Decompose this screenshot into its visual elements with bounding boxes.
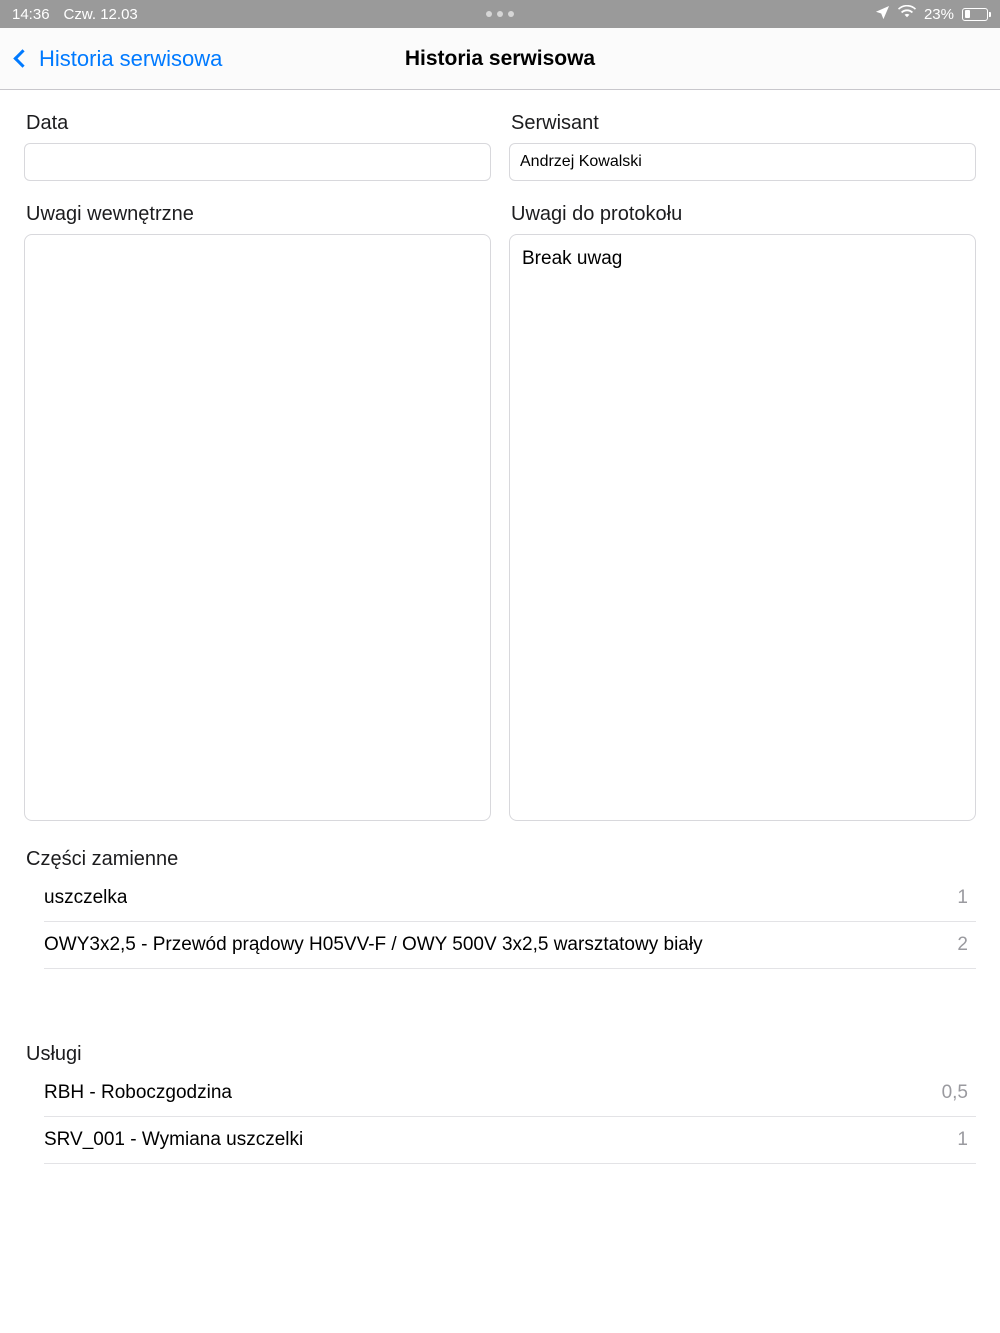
status-bar-center [0, 11, 1000, 17]
page-title: Historia serwisowa [404, 46, 596, 70]
section-spacer [24, 969, 976, 1021]
back-button[interactable] [0, 46, 222, 72]
table-row[interactable] [44, 1117, 976, 1164]
service-name: RBH - Roboczgodzina [44, 1082, 232, 1103]
technician-label: Serwisant [511, 112, 599, 134]
date-input[interactable] [24, 143, 491, 181]
service-qty: 1 [957, 1129, 968, 1150]
part-qty: 1 [957, 887, 968, 908]
services-list [24, 1070, 976, 1164]
location-arrow-icon [875, 5, 890, 24]
service-name: SRV_001 - Wymiana uszczelki [44, 1129, 304, 1150]
service-qty: 0,5 [941, 1082, 968, 1103]
battery-percent-label: 23% [923, 5, 954, 23]
part-name: uszczelka [44, 887, 128, 908]
technician-input[interactable] [509, 143, 976, 181]
battery-icon [962, 8, 988, 21]
status-date: Czw. 12.03 [63, 5, 138, 23]
part-name: OWY3x2,5 - Przewód prądowy H05VV-F / OWY 500V 3x2,5 warsztatowy biały [44, 934, 703, 955]
date-field-group [24, 90, 491, 181]
technician-field-group [509, 90, 976, 181]
chevron-left-icon [13, 49, 31, 67]
protocol-notes-textarea[interactable] [509, 234, 976, 821]
services-section-label: Usługi [26, 1043, 82, 1065]
part-qty: 2 [957, 934, 968, 955]
table-row[interactable] [44, 875, 976, 922]
parts-section-label: Części zamienne [26, 848, 179, 870]
notes-row [24, 181, 976, 826]
wifi-icon [898, 5, 916, 23]
internal-notes-label: Uwagi wewnętrzne [26, 203, 194, 225]
date-label: Data [26, 112, 69, 134]
table-row[interactable] [44, 1070, 976, 1117]
parts-list [24, 875, 976, 969]
status-bar [0, 0, 1000, 28]
status-time: 14:36 [12, 5, 50, 23]
protocol-notes-label: Uwagi do protokołu [511, 203, 683, 225]
status-bar-left [12, 6, 138, 23]
internal-notes-group [24, 181, 491, 826]
main-content [0, 90, 1000, 1164]
protocol-notes-group [509, 181, 976, 826]
nav-bar [0, 28, 1000, 90]
top-fields-row [24, 90, 976, 181]
multitask-dots-icon [486, 11, 514, 17]
table-row[interactable] [44, 922, 976, 969]
status-bar-right [875, 5, 988, 24]
internal-notes-textarea[interactable] [24, 234, 491, 821]
back-button-label: Historia serwisowa [39, 45, 223, 71]
